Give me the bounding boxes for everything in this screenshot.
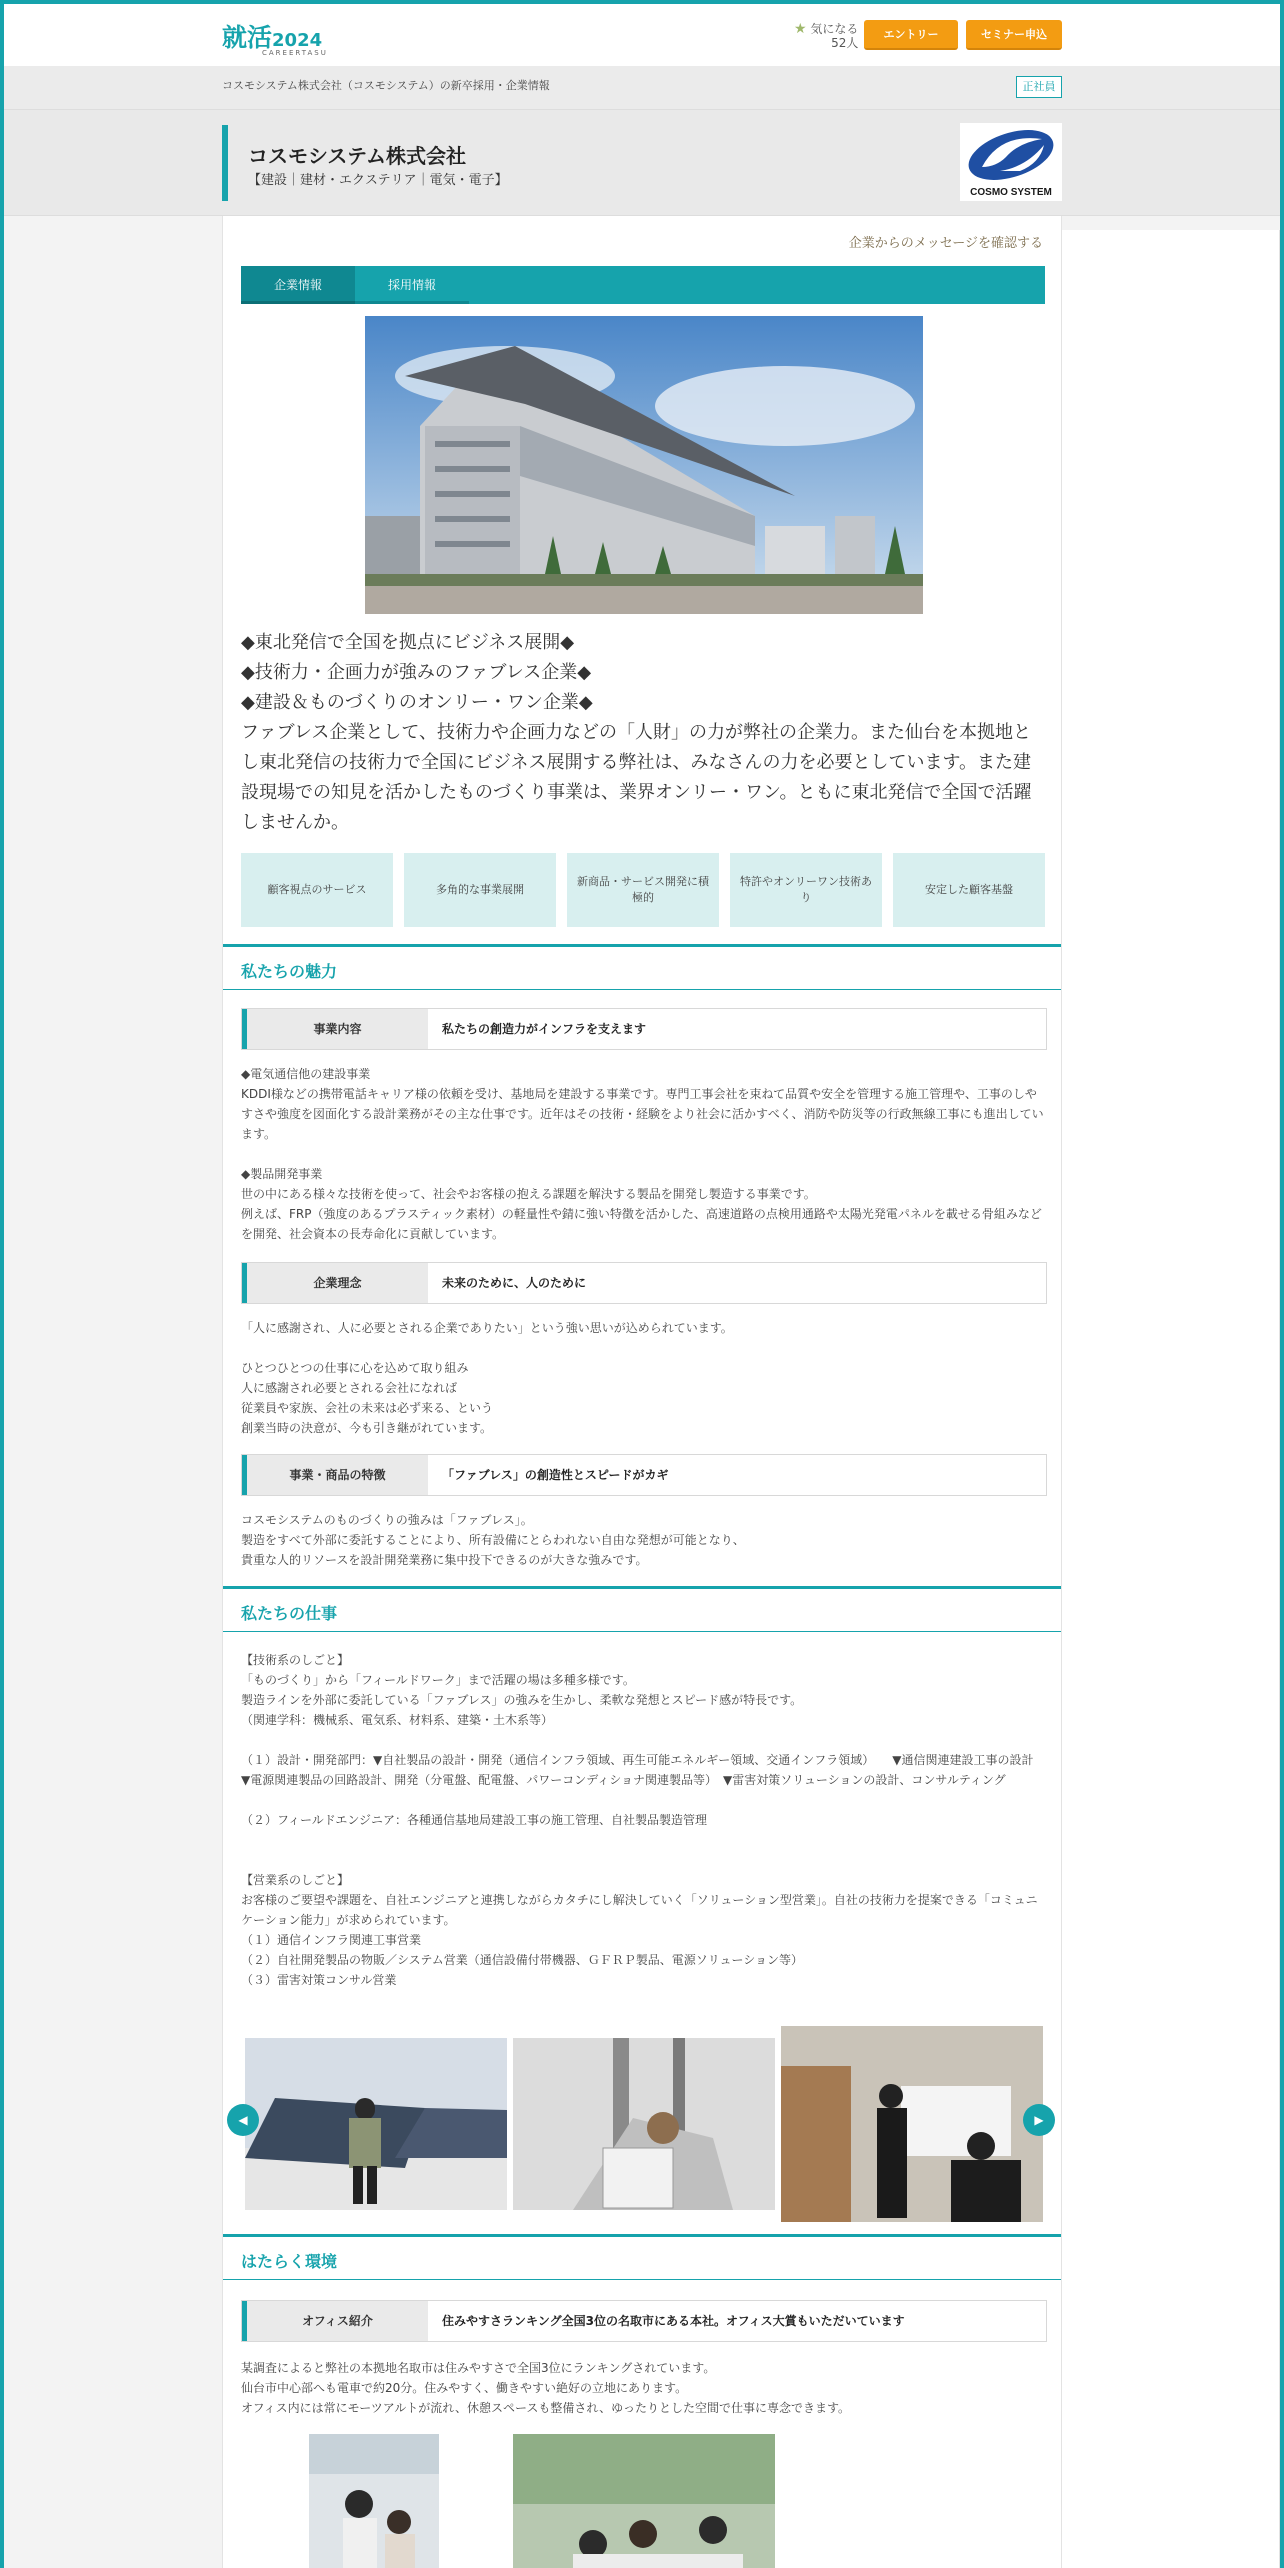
philosophy-text: 「人に感謝され、人に必要とされる企業でありたい」という強い思いが込められています。 ひとつひとつの仕事に心を込めて取り組み 人に感謝され必要とされる会社になれば 従業員や家族、会社の未来は必ず来る、という 創業当時の決意が、今も引き継がれています。: [241, 1321, 733, 1435]
hero-building-photo: [365, 316, 923, 614]
section-title: 私たちの魅力: [241, 962, 338, 981]
site-logo[interactable]: [222, 18, 328, 58]
employment-badge: 正社員: [1016, 76, 1062, 98]
favorite-counter[interactable]: [794, 22, 858, 50]
intro-text: [241, 628, 1045, 838]
label-row-philosophy: [241, 1262, 1047, 1304]
business-text: ◆電気通信他の建設事業 KDDI様などの携帯電話キャリア様の依頼を受け、基地局を建設する事業です。専門工事会社を束ねて品質や安全を管理する施工管理や、工事のしやすさや強度を図面化する設計業務がその主な仕事です。近年はその技術・経験をより社会に活かすべく、消防や防災等の行政無線工事にも進出しています。 ◆製品開発事業 世の中にある様々な技術を使って、社会やお客様の抱える課題を解決する製品を開発し製造する事業です。 例えば、FRP（強度のあるプラスティック素材）の軽量性や錆に強い特徴を活かした、高速道路の点検用通路や太陽光発電パネルを載せる骨組みなどを開発、社会資本の長寿命化に貢献しています。: [241, 1067, 1044, 1241]
bullet-line: ◆東北発信で全国を拠点にビジネス展開◆: [241, 632, 575, 653]
seminar-button[interactable]: セミナー申込: [966, 20, 1062, 50]
top-header: [4, 4, 1280, 66]
company-header: [4, 110, 1280, 216]
section-title: はたらく環境: [241, 2252, 338, 2271]
bullet-line: ◆技術力・企画力が強みのファブレス企業◆: [241, 662, 592, 683]
office-photo-1: [309, 2434, 439, 2568]
carousel-next-button[interactable]: ▶: [1023, 2104, 1055, 2136]
label-row-business: [241, 1008, 1047, 1050]
carousel-photo-solar[interactable]: [245, 2038, 507, 2210]
row-label: 企業理念: [242, 1263, 428, 1303]
tab-company-info[interactable]: 企業情報: [241, 266, 355, 304]
logo-year-number: 2024: [272, 30, 323, 51]
row-value: 私たちの創造力がインフラを支えます: [442, 1022, 647, 1036]
favorite-label: 気になる: [810, 22, 859, 36]
accent-bar: [222, 125, 228, 201]
row-label: 事業・商品の特徴: [242, 1455, 428, 1495]
feature-tag: 新商品・サービス開発に積極的: [567, 853, 719, 927]
feature-tag: 多角的な事業展開: [404, 853, 556, 927]
feature-tag: 特許やオンリーワン技術あり: [730, 853, 882, 927]
breadcrumb-bar: [4, 66, 1280, 110]
product-feature-text: コスモシステムのものづくりの強みは「ファブレス」。 製造をすべて外部に委託することにより、所有設備にとらわれない自由な発想が可能となり、 貴重な人的リソースを設計開発業務に集中投下できるのが大きな強みです。: [241, 1513, 745, 1567]
carousel-prev-button[interactable]: ◀: [227, 2104, 259, 2136]
row-value: 「ファブレス」の創造性とスピードがカギ: [442, 1468, 669, 1482]
logo-year-text: [222, 23, 322, 52]
row-label: 事業内容: [242, 1009, 428, 1049]
company-categories: 【建設｜建材・エクステリア｜電気・電子】: [248, 173, 508, 188]
tab-recruit-info[interactable]: 採用情報: [355, 266, 469, 304]
office-text: 某調査によると弊社の本拠地名取市は住みやすさで全国3位にランキングされています。 仙台市中心部へも電車で約20分。住みやすく、働きやすい絶好の立地にあります。 オフィス内には常にモーツアルトが流れ、休憩スペースも整備され、ゆったりとした空間で仕事に専念できます。: [241, 2361, 851, 2415]
feature-tag: 安定した顧客基盤: [893, 853, 1045, 927]
intro-paragraph: ファブレス企業として、技術力や企画力などの「人財」の力が弊社の企業力。また仙台を本拠地とし東北発信の技術力で全国にビジネス展開する弊社は、みなさんの力を必要としています。また建設現場での知見を活かしたものづくり事業は、業界オンリー・ワン。ともに東北発信で全国で活躍しませんか。: [241, 722, 1032, 833]
logo-subtext: CAREERTASU: [262, 49, 328, 57]
carousel-photo-field[interactable]: [513, 2038, 775, 2210]
section-heading-work: [223, 1586, 1061, 1632]
entry-button[interactable]: エントリー: [864, 20, 958, 50]
company-logo: [960, 123, 1062, 201]
favorite-count: 52人: [831, 36, 859, 50]
star-icon: ★: [794, 21, 807, 37]
feature-tags: [241, 853, 1045, 927]
row-label: オフィス紹介: [242, 2301, 428, 2341]
section-heading-environment: [223, 2234, 1061, 2280]
carousel-photo-meeting[interactable]: [781, 2026, 1043, 2222]
tab-bar: [241, 266, 1045, 304]
breadcrumb: コスモシステム株式会社（コスモシステム）の新卒採用・企業情報: [222, 79, 550, 92]
company-name: コスモシステム株式会社: [248, 144, 466, 168]
work-text: 【技術系のしごと】 「ものづくり」から「フィールドワーク」まで活躍の場は多種多様です。 製造ラインを外部に委託している「ファブレス」の強みを生かし、柔軟な発想とスピード感が特長です。 （関連学科：機械系、電気系、材料系、建築・土木系等） （１）設計・開発部門：▼自社製品の設計・開発（通信インフラ領域、再生可能エネルギー領域、交通インフラ領域） ▼通信関連建設工事の設計 ▼電源関連製品の回路設計、開発（分電盤、配電盤、パワーコンディショナ関連製品等） ▼雷害対策ソリューションの設計、コンサルティング （２）フィールドエンジニア：各種通信基地局建設工事の施工管理、自社製品製造管理 【営業系のしごと】 お客様のご要望や課題を、自社エンジニアと連携しながらカタチにし解決していく「ソリューション型営業」。自社の技術力を提案できる「コミュニケーション能力」が求められています。 （１）通信インフラ関連工事営業 （２）自社開発製品の物販／システム営業（通信設備付帯機器、ＧＦＲＰ製品、電源ソリューション等） （３）雷害対策コンサル営業: [241, 1653, 1038, 1987]
row-value: 未来のために、人のために: [442, 1276, 587, 1290]
section-title: 私たちの仕事: [241, 1604, 338, 1623]
office-photo-2: [513, 2434, 775, 2568]
logo-year-label: 就活: [222, 23, 273, 52]
row-value: 住みやすさランキング全国3位の名取市にある本社。オフィス大賞もいただいています: [442, 2314, 905, 2328]
section-heading-charm: [223, 944, 1061, 990]
main-content: [222, 216, 1062, 2568]
company-message-link[interactable]: 企業からのメッセージを確認する: [848, 236, 1043, 251]
label-row-office: [241, 2300, 1047, 2342]
feature-tag: 顧客視点のサービス: [241, 853, 393, 927]
bullet-line: ◆建設＆ものづくりのオンリー・ワン企業◆: [241, 692, 593, 713]
label-row-product: [241, 1454, 1047, 1496]
company-logo-text: COSMO SYSTEM: [970, 187, 1052, 198]
